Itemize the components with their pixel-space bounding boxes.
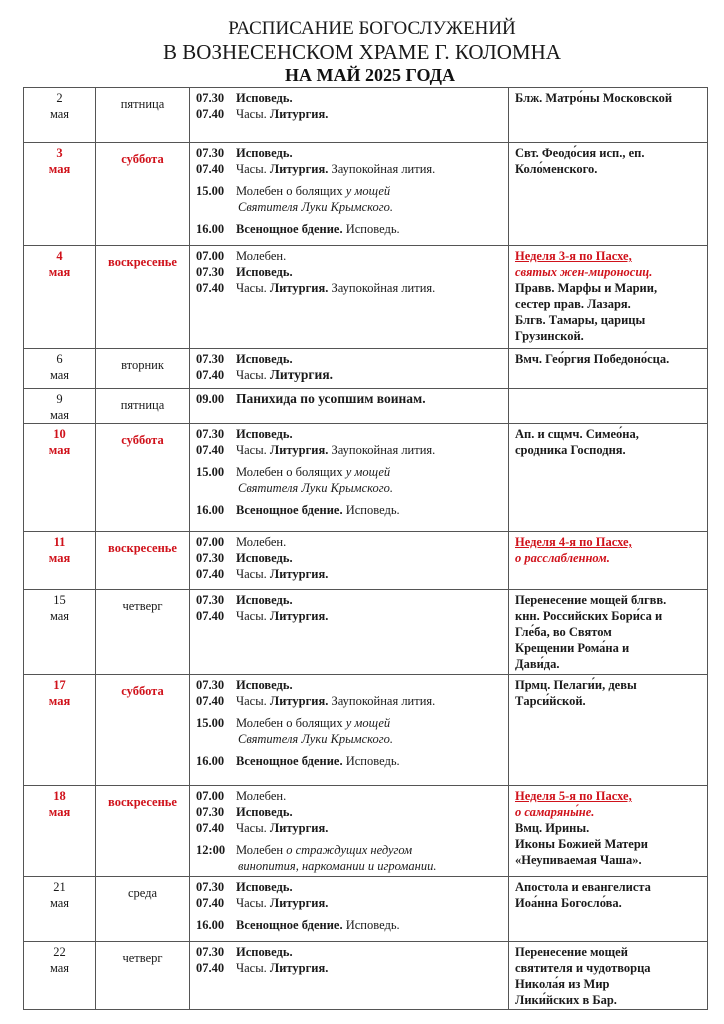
date-month: мая — [48, 443, 71, 457]
schedule-row — [24, 424, 708, 532]
service-time: 07.40 — [196, 567, 225, 581]
service-continuation: Святителя Луки Крымского. — [238, 732, 393, 746]
service-text: Молебен — [236, 843, 287, 857]
schedule-row — [24, 675, 708, 786]
schedule-row — [24, 532, 708, 590]
feast-cell — [509, 675, 708, 786]
service-text: Заупокойная лития. — [328, 694, 436, 708]
feast-line: «Неупиваемая Чаша». — [515, 853, 642, 867]
date-month: мая — [48, 694, 71, 708]
service-line — [196, 960, 504, 976]
service-time: 15.00 — [196, 184, 225, 198]
date-day: 22 — [53, 945, 66, 959]
service-continuation: Святителя Луки Крымского. — [238, 481, 393, 495]
service-text: Литургия. — [269, 961, 329, 975]
date-month: мая — [49, 609, 70, 623]
service-text: Литургия. — [269, 107, 329, 121]
schedule-row — [24, 246, 708, 349]
service-continuation: винопития, наркомании и игромании. — [238, 859, 437, 873]
services-cell — [190, 424, 509, 532]
date-day: 2 — [56, 91, 63, 105]
service-line — [196, 753, 504, 769]
weekday-cell: вторник — [96, 349, 190, 389]
date-month: мая — [49, 896, 70, 910]
service-line — [196, 464, 504, 480]
service-time: 07.30 — [196, 352, 225, 366]
service-text: у мощей — [345, 716, 391, 730]
service-text: Всенощное бдение. — [236, 918, 343, 932]
service-text: Молебен. — [236, 249, 287, 263]
service-text: Молебен. — [236, 789, 287, 803]
weekday-cell: пятница — [96, 88, 190, 143]
service-line — [196, 788, 504, 804]
service-text: Литургия. — [269, 443, 329, 457]
date-day: 15 — [53, 593, 66, 607]
feast-line: Неделя 5-я по Пасхе, — [515, 789, 632, 803]
date-day: 10 — [53, 427, 66, 441]
weekday-cell: среда — [96, 877, 190, 942]
service-text: Часы. — [236, 567, 270, 581]
service-line — [196, 592, 504, 608]
service-time: 07.40 — [196, 821, 225, 835]
services-cell — [190, 246, 509, 349]
service-time: 07.40 — [196, 694, 225, 708]
feast-line: Лики́йских в Бар. — [515, 993, 617, 1007]
service-text: Всенощное бдение. — [236, 754, 343, 768]
service-line — [196, 820, 504, 836]
schedule-row — [24, 877, 708, 942]
service-text: Часы. — [236, 281, 270, 295]
service-line — [196, 145, 504, 161]
service-time: 07.40 — [196, 961, 225, 975]
service-time: 07.40 — [196, 609, 225, 623]
feast-line: Прмц. Пелаги́и, девы — [515, 678, 637, 692]
weekday-cell: воскресенье — [96, 786, 190, 877]
date-cell — [24, 590, 96, 675]
feast-cell — [509, 143, 708, 246]
service-time: 12:00 — [196, 843, 226, 857]
date-day: 21 — [53, 880, 66, 894]
service-line — [196, 879, 504, 895]
service-line — [196, 161, 504, 177]
service-time: 15.00 — [196, 716, 225, 730]
service-time: 07.30 — [196, 880, 225, 894]
service-text: Исповедь. — [342, 222, 400, 236]
weekday-cell: суббота — [96, 675, 190, 786]
title-line-1: РАСПИСАНИЕ БОГОСЛУЖЕНИЙ — [228, 18, 516, 39]
service-time: 16.00 — [196, 222, 225, 236]
date-month: мая — [49, 961, 70, 975]
service-text: Исповедь. — [236, 945, 293, 959]
services-cell — [190, 590, 509, 675]
service-time: 07.30 — [196, 805, 225, 819]
date-cell — [24, 424, 96, 532]
service-time: 07.00 — [196, 249, 225, 263]
services-cell — [190, 88, 509, 143]
service-text: Исповедь. — [236, 427, 293, 441]
service-text: Всенощное бдение. — [236, 222, 343, 236]
feast-line: Tарси́йской. — [515, 694, 586, 708]
title-line-2: В ВОЗНЕСЕНСКОМ ХРАМЕ Г. КОЛОМНА — [163, 40, 561, 64]
service-time: 07.30 — [196, 678, 225, 692]
service-text: Литургия. — [269, 821, 329, 835]
feast-line: Дави́да. — [515, 657, 560, 671]
date-cell — [24, 942, 96, 1010]
date-month: мая — [48, 551, 71, 565]
schedule-row — [24, 349, 708, 389]
service-text: Часы. — [236, 107, 270, 121]
schedule-row — [24, 786, 708, 877]
service-text: Заупокойная лития. — [328, 162, 436, 176]
date-cell — [24, 389, 96, 424]
schedule-row — [24, 942, 708, 1010]
feast-line: Неделя 3-я по Пасхе, — [515, 249, 632, 263]
date-cell — [24, 246, 96, 349]
feast-line: Блгв. Тамары, царицы — [515, 313, 646, 327]
service-time: 07.40 — [196, 896, 225, 910]
service-line — [196, 534, 504, 550]
service-line — [196, 715, 504, 731]
date-cell — [24, 532, 96, 590]
services-cell — [190, 786, 509, 877]
date-month: мая — [49, 408, 70, 422]
service-line — [196, 351, 504, 367]
services-cell — [190, 349, 509, 389]
service-text: Заупокойная лития. — [328, 281, 436, 295]
date-day: 17 — [53, 678, 66, 692]
service-text: у мощей — [345, 184, 391, 198]
service-text: Часы. — [236, 162, 270, 176]
weekday-cell: суббота — [96, 143, 190, 246]
service-line — [196, 502, 504, 518]
feast-line: Гле́ба, во Святом — [515, 625, 612, 639]
date-month: мая — [48, 265, 71, 279]
service-text: Исповедь. — [236, 265, 293, 279]
feast-cell — [509, 590, 708, 675]
service-text: Исповедь. — [236, 805, 293, 819]
service-text: Молебен о болящих — [236, 716, 346, 730]
service-text: Исповедь. — [236, 678, 293, 692]
date-cell — [24, 675, 96, 786]
feast-line: Грузинской. — [515, 329, 584, 343]
service-text: Часы. — [236, 821, 270, 835]
schedule-row — [24, 590, 708, 675]
date-month: мая — [49, 368, 70, 382]
date-day: 18 — [53, 789, 66, 803]
service-text: Литургия. — [269, 694, 329, 708]
date-cell — [24, 786, 96, 877]
weekday-cell: воскресенье — [96, 246, 190, 349]
service-line — [196, 264, 504, 280]
feast-line: Ап. и сщмч. Симео́на, — [515, 427, 639, 441]
service-time: 07.00 — [196, 789, 225, 803]
services-cell — [190, 389, 509, 424]
service-line — [196, 248, 504, 264]
services-cell — [190, 532, 509, 590]
service-line — [196, 367, 504, 383]
service-line — [196, 426, 504, 442]
feast-cell — [509, 424, 708, 532]
service-time: 07.30 — [196, 146, 225, 160]
feast-line: Свт. Феодо́сия исп., еп. — [515, 146, 645, 160]
weekday-cell: суббота — [96, 424, 190, 532]
service-text: Литургия. — [269, 896, 329, 910]
service-line — [196, 804, 504, 820]
date-month: мая — [49, 107, 70, 121]
service-time: 07.30 — [196, 945, 225, 959]
service-line — [196, 895, 504, 911]
feast-line: Иконы Божией Матери — [515, 837, 649, 851]
service-text: Исповедь. — [342, 503, 400, 517]
service-text: Часы. — [236, 694, 270, 708]
service-text: о страждущих недугом — [286, 843, 413, 857]
date-day: 3 — [56, 146, 63, 160]
service-line — [196, 693, 504, 709]
service-line — [196, 677, 504, 693]
services-cell — [190, 942, 509, 1010]
service-line — [196, 842, 504, 858]
service-line — [196, 221, 504, 237]
service-line — [196, 550, 504, 566]
schedule-body — [24, 88, 708, 1010]
service-text: Литургия. — [269, 367, 334, 382]
service-time: 07.40 — [196, 368, 225, 382]
service-line — [196, 608, 504, 624]
service-time: 07.30 — [196, 593, 225, 607]
feast-cell — [509, 942, 708, 1010]
date-month: мая — [48, 162, 71, 176]
feast-cell — [509, 532, 708, 590]
date-cell — [24, 143, 96, 246]
feast-line: Правв. Марфы и Марии, — [515, 281, 658, 295]
schedule-row — [24, 88, 708, 143]
service-line — [196, 106, 504, 122]
service-text: Исповедь. — [236, 146, 293, 160]
service-text: Часы. — [236, 443, 270, 457]
service-text: Всенощное бдение. — [236, 503, 343, 517]
service-line — [196, 944, 504, 960]
service-time: 16.00 — [196, 918, 225, 932]
service-time: 16.00 — [196, 503, 225, 517]
feast-line: Вмч. Гео́ргия Победоно́сца. — [515, 352, 670, 366]
service-line — [196, 917, 504, 933]
service-text: у мощей — [345, 465, 391, 479]
service-text: Молебен о болящих — [236, 465, 346, 479]
schedule-row — [24, 143, 708, 246]
service-time: 07.40 — [196, 162, 225, 176]
feast-cell — [509, 389, 708, 424]
service-line — [196, 391, 504, 407]
service-time: 07.40 — [196, 443, 225, 457]
service-text: Исповедь. — [236, 880, 293, 894]
feast-line: Перенесение мощей — [515, 945, 628, 959]
service-text: Часы. — [236, 961, 270, 975]
date-day: 9 — [56, 392, 63, 406]
service-time: 07.30 — [196, 91, 225, 105]
date-day: 6 — [56, 352, 63, 366]
service-text: Молебен. — [236, 535, 287, 549]
service-line — [196, 183, 504, 199]
services-cell — [190, 877, 509, 942]
feast-cell — [509, 349, 708, 389]
feast-line: кнн. Российских Бори́са и — [515, 609, 663, 623]
service-text: Исповедь. — [236, 551, 293, 565]
service-text: Литургия. — [269, 567, 329, 581]
feast-line: Иоа́нна Богосло́ва. — [515, 896, 622, 910]
weekday-cell: пятница — [96, 389, 190, 424]
service-text: Исповедь. — [342, 918, 400, 932]
service-line — [196, 90, 504, 106]
service-time: 07.30 — [196, 427, 225, 441]
service-time: 07.30 — [196, 551, 225, 565]
service-continuation: Святителя Луки Крымского. — [238, 200, 393, 214]
feast-cell — [509, 786, 708, 877]
feast-line: святых жен-мироносиц. — [515, 265, 653, 279]
feast-line: Неделя 4-я по Пасхе, — [515, 535, 632, 549]
feast-line: Вмц. Ирины. — [515, 821, 590, 835]
date-cell — [24, 877, 96, 942]
service-text: Литургия. — [269, 162, 329, 176]
feast-cell — [509, 88, 708, 143]
service-text: Часы. — [236, 896, 270, 910]
feast-line: о самаряны́не. — [515, 805, 595, 819]
date-month: мая — [48, 805, 71, 819]
service-time: 15.00 — [196, 465, 225, 479]
service-text: Часы. — [236, 609, 270, 623]
service-time: 07.00 — [196, 535, 225, 549]
schedule-row — [24, 389, 708, 424]
service-text: Исповедь. — [342, 754, 400, 768]
feast-line: сестер прав. Лазаря. — [515, 297, 631, 311]
service-text: Панихида по усопшим воинам. — [236, 391, 426, 406]
weekday-cell: воскресенье — [96, 532, 190, 590]
date-day: 11 — [53, 535, 66, 549]
service-text: Исповедь. — [236, 91, 293, 105]
services-cell — [190, 143, 509, 246]
service-text: Литургия. — [269, 281, 329, 295]
service-text: Исповедь. — [236, 352, 293, 366]
service-time: 07.40 — [196, 281, 225, 295]
services-cell — [190, 675, 509, 786]
service-text: Заупокойная лития. — [328, 443, 436, 457]
service-text: Часы. — [236, 368, 270, 382]
service-time: 09.00 — [196, 392, 225, 406]
feast-cell — [509, 246, 708, 349]
feast-line: Никола́я из Мир — [515, 977, 610, 991]
date-cell — [24, 88, 96, 143]
service-line — [196, 280, 504, 296]
service-text: Исповедь. — [236, 593, 293, 607]
service-text: Молебен о болящих — [236, 184, 346, 198]
feast-line: сродника Господня. — [515, 443, 626, 457]
service-time: 07.40 — [196, 107, 225, 121]
date-day: 4 — [56, 249, 63, 263]
date-cell — [24, 349, 96, 389]
weekday-cell: четверг — [96, 942, 190, 1010]
feast-line: Апостола и евангелиста — [515, 880, 651, 894]
service-line — [196, 566, 504, 582]
service-time: 07.30 — [196, 265, 225, 279]
feast-line: Крещении Рома́на и — [515, 641, 630, 655]
title-line-3: НА МАЙ 2025 ГОДА — [285, 65, 455, 85]
service-text: Литургия. — [269, 609, 329, 623]
feast-line: Блж. Матро́ны Московской — [515, 91, 673, 105]
weekday-cell: четверг — [96, 590, 190, 675]
feast-cell — [509, 877, 708, 942]
feast-line: о расслабленном. — [515, 551, 610, 565]
feast-line: Коло́менского. — [515, 162, 598, 176]
service-time: 16.00 — [196, 754, 225, 768]
schedule-table — [23, 87, 708, 1010]
feast-line: святителя и чудотворца — [515, 961, 651, 975]
feast-line: Перенесение мощей блгвв. — [515, 593, 667, 607]
service-line — [196, 442, 504, 458]
